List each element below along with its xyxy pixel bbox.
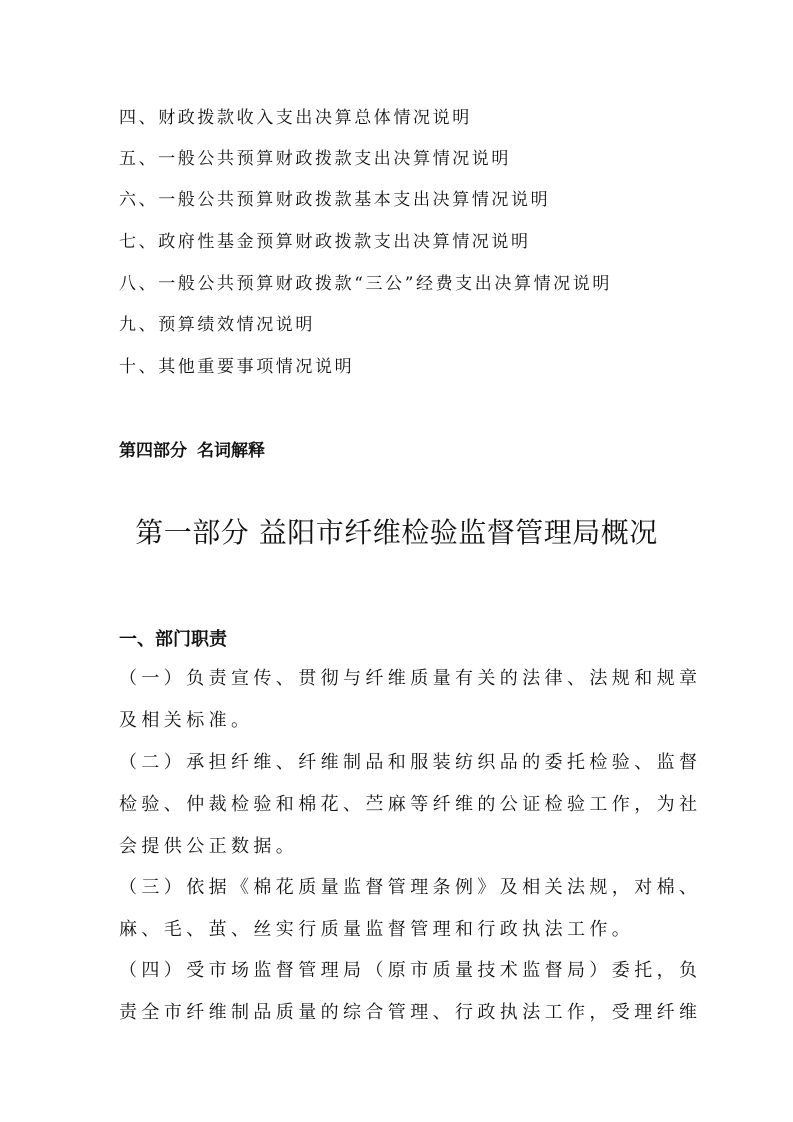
toc-item-6: 六、一般公共预算财政拨款基本支出决算情况说明 — [119, 190, 551, 210]
paragraph-line: 麻、毛、茧、丝实行质量监督管理和行政执法工作。 — [119, 919, 635, 940]
toc-item-5: 五、一般公共预算财政拨款支出决算情况说明 — [119, 149, 511, 169]
paragraph-line: 检验、仲裁检验和棉花、苎麻等纤维的公证检验工作，为社 — [119, 794, 702, 815]
part1-title: 第一部分 益阳市纤维检验监督管理局概况 — [135, 516, 658, 549]
toc-item-9: 九、预算绩效情况说明 — [119, 315, 315, 335]
paragraph-line: 会提供公正数据。 — [119, 836, 299, 857]
toc-item-7: 七、政府性基金预算财政拨款支出决算情况说明 — [119, 232, 531, 252]
duty-paragraph-4 — [119, 960, 702, 1024]
paragraph-line: （一）负责宣传、贯彻与纤维质量有关的法律、法规和规章 — [119, 668, 702, 689]
toc-item-10: 十、其他重要事项情况说明 — [119, 357, 355, 377]
paragraph-line: （三）依据《棉花质量监督管理条例》及相关法规，对棉、 — [119, 877, 702, 898]
paragraph-line: （二）承担纤维、纤维制品和服装纺织品的委托检验、监督 — [119, 752, 702, 773]
part4-heading — [119, 440, 265, 462]
section-heading-duties: 一、部门职责 — [119, 629, 227, 650]
paragraph-line: 及相关标准。 — [119, 710, 254, 731]
duty-paragraph-2 — [119, 752, 702, 858]
paragraph-line: （四）受市场监督管理局（原市质量技术监督局）委托，负 — [119, 960, 702, 981]
part4-title: 名词解释 — [197, 441, 265, 461]
paragraph-line: 责全市纤维制品质量的综合管理、行政执法工作，受理纤维 — [119, 1002, 702, 1023]
duty-paragraph-1 — [119, 668, 702, 732]
toc-item-4: 四、财政拨款收入支出决算总体情况说明 — [119, 108, 472, 128]
toc-item-8: 八、一般公共预算财政拨款“三公”经费支出决算情况说明 — [119, 274, 612, 294]
part4-label: 第四部分 — [119, 441, 187, 461]
duty-paragraph-3 — [119, 877, 702, 941]
